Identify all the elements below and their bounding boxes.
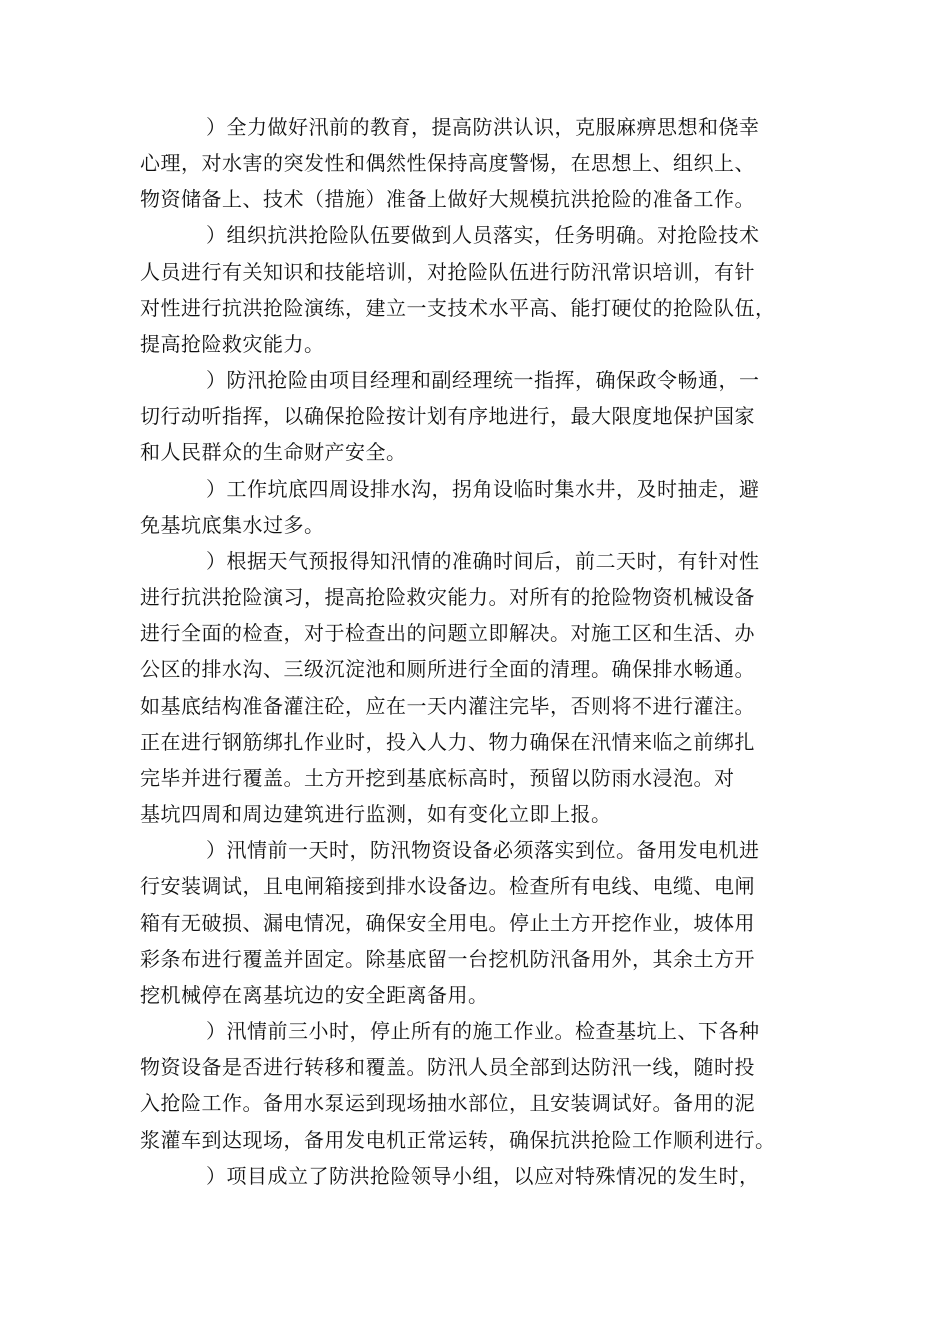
text-line: ）根据天气预报得知汛情的准确时间后，前二天时，有针对性 [206,549,760,573]
text-line: ）防汛抢险由项目经理和副经理统一指挥，确保政令畅通，一 [206,368,760,392]
text-line: ）组织抗洪抢险队伍要做到人员落实，任务明确。对抢险技术 [206,223,760,247]
text-line: 彩条布进行覆盖并固定。除基底留一台挖机防汛备用外，其余土方开 [140,947,755,971]
text-line: 进行全面的检查，对于检查出的问题立即解决。对施工区和生活、办 [140,621,755,645]
text-line: ）工作坑底四周设排水沟，拐角设临时集水井，及时抽走，避 [206,477,760,501]
text-line: 正在进行钢筋绑扎作业时，投入人力、物力确保在汛情来临之前绑扎 [140,730,755,754]
text-line: 浆灌车到达现场，备用发电机正常运转，确保抗洪抢险工作顺利进行。 [140,1128,776,1152]
text-line: 人员进行有关知识和技能培训，对抢险队伍进行防汛常识培训，有针 [140,260,755,284]
text-line: 进行抗洪抢险演习，提高抢险救灾能力。对所有的抢险物资机械设备 [140,585,755,609]
text-line: 行安装调试，且电闸箱接到排水设备边。检查所有电线、电缆、电闸 [140,874,755,898]
text-line: 和人民群众的生命财产安全。 [140,440,407,464]
text-line: 挖机械停在离基坑边的安全距离备用。 [140,983,489,1007]
text-line: 箱有无破损、漏电情况，确保安全用电。停止土方开挖作业，坡体用 [140,911,755,935]
text-line: 公区的排水沟、三级沉淀池和厕所进行全面的清理。确保排水畅通。 [140,657,755,681]
text-line: 对性进行抗洪抢险演练，建立一支技术水平高、能打硬仗的抢险队伍， [140,296,776,320]
text-line: ）项目成立了防洪抢险领导小组，以应对特殊情况的发生时， [206,1164,760,1188]
text-line: 基坑四周和周边建筑进行监测，如有变化立即上报。 [140,802,612,826]
text-line: 入抢险工作。备用水泵运到现场抽水部位，且安装调试好。备用的泥 [140,1091,755,1115]
text-line: 物资储备上、技术（措施）准备上做好大规模抗洪抢险的准备工作。 [140,187,755,211]
text-line: 完毕并进行覆盖。土方开挖到基底标高时，预留以防雨水浸泡。对 [140,766,735,790]
text-line: ）全力做好汛前的教育，提高防洪认识，克服麻痹思想和侥幸 [206,115,760,139]
text-line: ）汛情前一天时，防汛物资设备必须落实到位。备用发电机进 [206,838,760,862]
text-line: 如基底结构准备灌注砼，应在一天内灌注完毕，否则将不进行灌注。 [140,694,755,718]
text-line: 免基坑底集水过多。 [140,513,325,537]
text-line: 切行动听指挥，以确保抢险按计划有序地进行，最大限度地保护国家 [140,404,755,428]
text-line: 物资设备是否进行转移和覆盖。防汛人员全部到达防汛一线，随时投 [140,1055,755,1079]
text-line: ）汛情前三小时，停止所有的施工作业。检查基坑上、下各种 [206,1019,760,1043]
text-line: 心理，对水害的突发性和偶然性保持高度警惕，在思想上、组织上、 [140,151,755,175]
text-line: 提高抢险救灾能力。 [140,332,325,356]
